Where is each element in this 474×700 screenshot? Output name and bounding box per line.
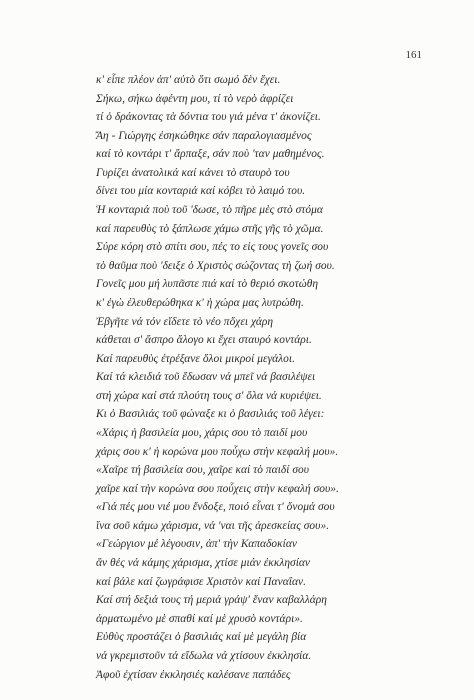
poem-line: χαῖρε καί τὴν κορώνα σου ποὖχεις στὴν κεφαλή σου». [96, 482, 339, 495]
poem-line: νά γκρεμιστοῦν τά εἴδωλα νά χτίσουν ἐκκλησία. [96, 649, 312, 662]
poem-line: Σύρε κόρη στὸ σπίτι σου, πές το εἰς τους γονεῖς σου [96, 241, 329, 254]
poem-line: χάρις σου κ' ἡ κορώνα μου ποὖχω στὴν κεφαλή μου». [96, 445, 339, 458]
poem-line: Καί στή δεξιά τους τή μεριά γράψ' ἕναν καβαλλάρη [96, 594, 327, 607]
poem-line: κ' εἶπε πλέον ἀπ' αὐτὸ ὅτι σωμό δὲν ἔχει. [96, 74, 281, 86]
poem-line: Ἡ κονταριά ποὺ τοῦ 'δωσε, τὸ πῆρε μὲς στὸ στόμα [96, 204, 323, 217]
poem-line: ἵνα σοῦ κάμω χάρισμα, νά 'ναι τῆς ἀρεσκείας σου». [96, 519, 330, 532]
poem-line: Γονεῖς μου μή λυπᾶστε πιά καί τὸ θεριό σκοτώθη [96, 278, 319, 291]
poem-line: «Χαῖρε τή βασιλεία σου, χαῖρε καί τὸ παιδί σου [96, 464, 310, 477]
poem-line: τὸ θαῦμα ποὺ 'δειξε ὁ Χριστὸς σώζοντας τὴ ζωή σου. [96, 259, 335, 272]
poem-line: «Χάρις ἡ βασιλεία μου, χάρις σου τὸ παιδί μου [96, 426, 308, 439]
poem-line: «Γιά πές μου νιέ μου ἔνδοξε, ποιό εἶναι τ' ὄνομά σου [96, 501, 335, 514]
poem-line: τί ὁ δράκοντας τὰ δόντια του γιά μένα τ' ἀκονίζει. [96, 111, 321, 124]
page-number: 161 [405, 49, 422, 61]
poem-line: ἁρματωμένο μὲ σπαθί καί μὲ χρυσὸ κοντάρι». [96, 612, 303, 625]
poem-line: Καί τά κλειδιά τοῦ ἔδωσαν νά μπεῖ νά βασιλέψει [96, 371, 316, 384]
poem-line: δίνει του μία κονταριά καί κόβει τὸ λαιμό του. [96, 185, 306, 198]
poem-line: ἄν θές νά κάμης χάρισμα, χτίσε μιάν ἐκκλησίαν [96, 557, 311, 570]
poem-line: Εὐθὺς προστάζει ὁ βασιλιάς καί μὲ μεγάλη βία [96, 631, 307, 644]
poem-line: κάθεται σ' ἄσπρο ἄλογο κι ἔχει σταυρό κοντάρι. [96, 334, 312, 347]
poem-line: «Γεώργιον μέ λέγουσιν, ἀπ' τὴν Καπαδοκίαν [96, 538, 297, 551]
poem-line: Γυρίζει ἀνατολικά καί κάνει τὸ σταυρὸ του [96, 166, 290, 179]
poem-line: Ἀφοῦ ἐχτίσαν ἐκκλησιές καλέσανε παπάδες [96, 668, 291, 681]
poem-line: Κι ὁ Βασιλιάς τοῦ φώναξε κι ὁ βασιλιάς τοῦ λέγει: [96, 408, 325, 421]
poem-line: στή χώρα καί στά πλούτη τους σ' ὅλα νά κυριέψει. [96, 389, 322, 402]
poem-line: κ' ἐγὼ ἐλευθερώθηκα κ' ἡ χώρα μας λυτρώθη. [96, 296, 304, 309]
poem-line: Ἐβγῆτε νά τόν εἴδετε τὸ νέο πὄχει χάρη [96, 315, 274, 328]
poem-line: Ἄη - Γιώργης ἐσηκώθηκε σάν παραλογιασμένος [96, 129, 312, 142]
poem-line: καί παρευθὺς τὸ ξάπλωσε χάμω στῆς γῆς τὸ χῶμα. [96, 222, 324, 235]
poem-line: καί τὸ κοντάρι τ' ἅρπαξε, σάν ποὺ 'ταν μαθημένος. [96, 148, 325, 161]
poem-text [96, 71, 456, 684]
poem-line: καί βάλε καί ζωγράφισε Χριστὸν καί Παναΐαν. [96, 575, 306, 588]
poem-line: Καί παρευθὺς ἐτρέξανε ὅλοι μικροί μεγάλοι. [96, 352, 295, 365]
poem-line: Σήκω, σήκω ἀφέντη μου, τί τὸ νερὸ ἀφρίζει [96, 92, 294, 105]
